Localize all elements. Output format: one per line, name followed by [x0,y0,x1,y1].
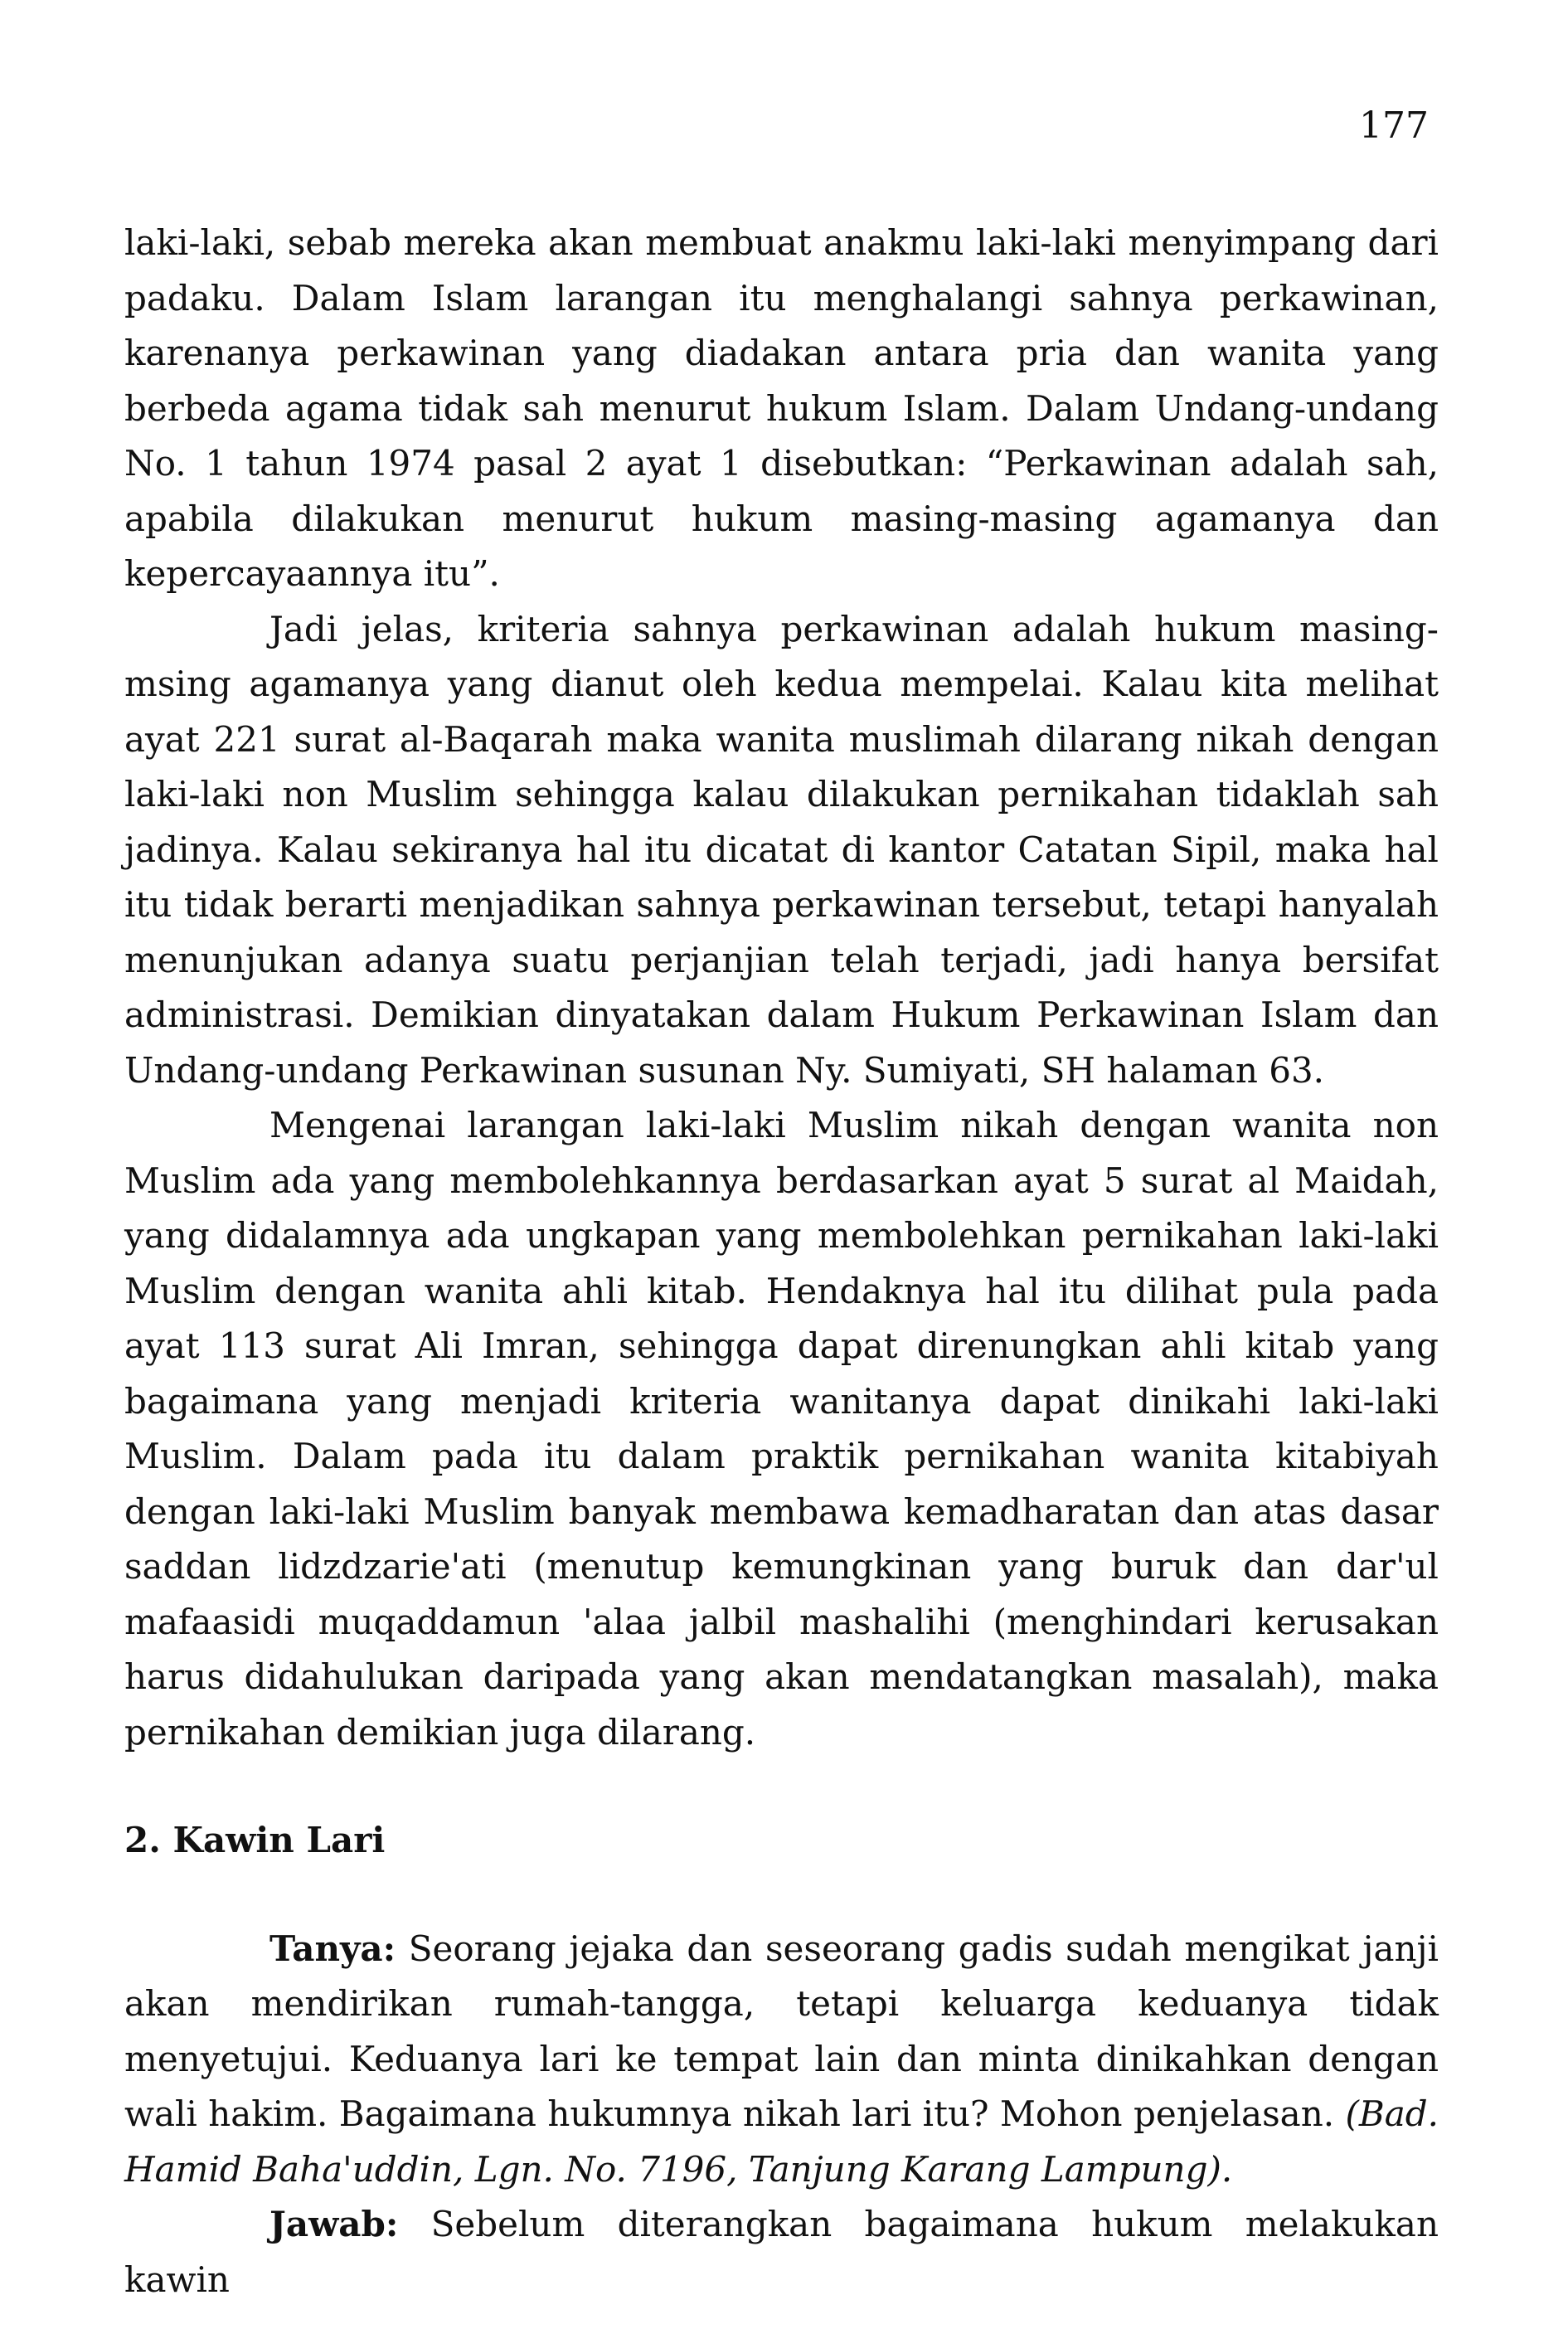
question-label: Tanya: [269,1928,396,1969]
page-number: 177 [1359,105,1429,147]
paragraph-1: laki-laki, sebab mereka akan membuat anakmu laki-laki menyimpang dari padaku. Dalam Islam larangan itu menghalangi sahnya perkawinan, karenanya perkawinan yang diadakan antara pria dan wanita yang berbeda agama tidak sah menurut hukum Islam. Dalam Undang-undang No. 1 tahun 1974 pasal 2 ayat 1 disebutkan: “Perkawinan adalah sah, apabila dilakukan menurut hukum masing-masing agamanya dan kepercayaannya itu”. [124,222,1439,594]
answer-label: Jawab: [269,2204,399,2244]
section-heading: 2. Kawin Lari [124,1820,386,1860]
question-text: Seorang jejaka dan seseorang gadis sudah mengikat janji akan mendirikan rumah-tangga, tetapi keluarga keduanya tidak menyetujui. Keduanya lari ke tempat lain dan minta dinikahkan dengan wali hakim. Bagaimana hukumnya nikah lari itu? Mohon penjelasan. [124,1928,1439,2134]
answer-paragraph [124,2197,1439,2307]
answer-text: Sebelum diterangkan bagaimana hukum melakukan kawin [124,2204,1439,2300]
question-paragraph [124,1922,1439,2198]
paragraph-2: Jadi jelas, kriteria sahnya perkawinan adalah hukum masing-msing agamanya yang dianut oleh kedua mempelai. Kalau kita melihat ayat 221 surat al-Baqarah maka wanita muslimah dilarang nikah dengan laki-laki non Muslim sehingga kalau dilakukan pernikahan tidaklah sah jadinya. Kalau sekiranya hal itu dicatat di kantor Catatan Sipil, maka hal itu tidak berarti menjadikan sahnya perkawinan tersebut, tetapi hanyalah menunjukan adanya suatu perjanjian telah terjadi, jadi hanya bersifat administrasi. Demikian dinyatakan dalam Hukum Perkawinan Islam dan Undang-undang Perkawinan susunan Ny. Sumiyati, SH halaman 63. [124,608,1439,1091]
page-body [124,216,1439,2307]
question-source: (Bad. Hamid Baha'uddin, Lgn. No. 7196, Tanjung Karang Lampung). [124,2093,1439,2190]
paragraph-3: Mengenai larangan laki-laki Muslim nikah dengan wanita non Muslim ada yang membolehkannya berdasarkan ayat 5 surat al Maidah, yang didalamnya ada ungkapan yang membolehkan pernikahan laki-laki Muslim dengan wanita ahli kitab. Hendaknya hal itu dilihat pula pada ayat 113 surat Ali Imran, sehingga dapat direnungkan ahli kitab yang bagaimana yang menjadi kriteria wanitanya dapat dinikahi laki-laki Muslim. Dalam pada itu dalam praktik pernikahan wanita kitabiyah dengan laki-laki Muslim banyak membawa kemadharatan dan atas dasar saddan lidzdzarie'ati (menutup kemungkinan yang buruk dan dar'ul mafaasidi muqaddamun 'alaa jalbil mashalihi (menghindari kerusakan harus didahulukan daripada yang akan mendatangkan masalah), maka pernikahan demikian juga dilarang. [124,1105,1439,1753]
